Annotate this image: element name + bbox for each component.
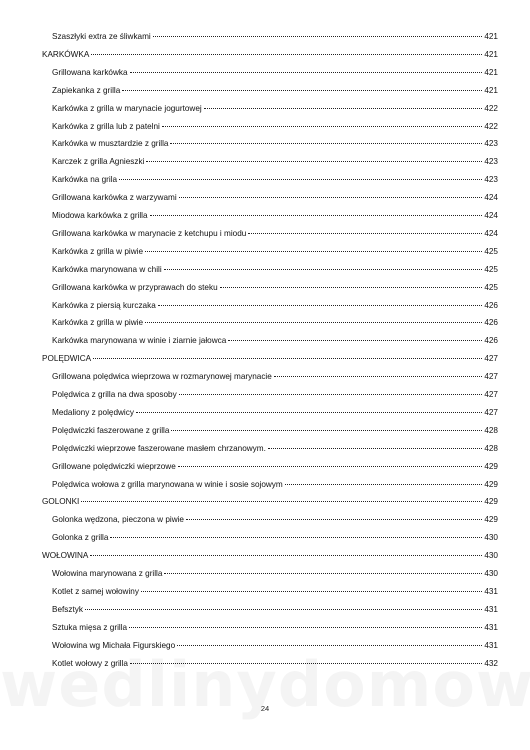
dot-leader	[220, 287, 483, 288]
toc-entry[interactable]	[52, 568, 498, 579]
toc-entry-title: POLĘDWICA	[42, 354, 92, 364]
toc-entry-title: Szaszłyki extra ze śliwkami	[52, 32, 151, 41]
toc-entry-title: Golonka wędzona, pieczona w piwie	[52, 515, 184, 525]
dot-leader	[119, 179, 482, 180]
toc-section-heading[interactable]	[42, 496, 498, 507]
toc-entry-title: Golonka z grilla	[52, 533, 109, 543]
toc-entry-title: Karkówka w musztardzie z grilla	[52, 139, 169, 149]
toc-entry-title: Polędwica z grilla na dwa sposoby	[52, 390, 177, 399]
toc-entry-page: 427	[484, 407, 498, 417]
toc-entry-page: 425	[484, 282, 498, 292]
toc-entry-title: Karkówka z grilla w marynacie jogurtowej	[52, 103, 202, 113]
toc-entry-title: Befsztyk	[52, 604, 83, 614]
dot-leader	[130, 72, 483, 73]
toc-entry-title: WOŁOWINA	[42, 551, 89, 561]
dot-leader	[179, 394, 483, 395]
toc-entry-title: Wołowina wg Michała Figurskiego	[52, 640, 176, 650]
toc-entry-title: Polędwica wołowa z grilla marynowana w winie i sosie sojowym	[52, 479, 283, 489]
dot-leader	[145, 251, 482, 252]
toc-entry[interactable]	[52, 389, 498, 400]
toc-entry-page: 425	[484, 246, 498, 256]
toc-entry-title: GOLONKI	[42, 497, 80, 507]
toc-entry-title: Sztuka mięsa z grilla	[52, 622, 128, 632]
toc-entry-page: 431	[484, 640, 498, 650]
dot-leader	[90, 555, 482, 556]
toc-entry[interactable]	[52, 586, 498, 597]
dot-leader	[93, 358, 482, 359]
toc-entry-title: Wołowina marynowana z grilla	[52, 569, 163, 578]
toc-entry-page: 428	[484, 443, 498, 453]
toc-entry-page: 425	[484, 264, 498, 274]
toc-entry-page: 431	[484, 622, 498, 632]
dot-leader	[153, 36, 483, 37]
toc-entry-page: 421	[484, 67, 498, 77]
toc-entry[interactable]	[52, 371, 498, 382]
toc-entry[interactable]	[52, 264, 498, 275]
toc-section-heading[interactable]	[42, 550, 498, 561]
toc-entry[interactable]	[52, 300, 498, 311]
toc-entry-title: Grillowana polędwica wieprzowa w rozmarynowej marynacie	[52, 372, 272, 382]
toc-entry-title: Zapiekanka z grilla	[52, 85, 121, 95]
toc-entry[interactable]	[52, 121, 498, 132]
toc-entry-page: 429	[484, 479, 498, 489]
toc-entry-page: 430	[484, 569, 498, 578]
toc-entry-page: 421	[484, 85, 498, 95]
toc-entry-page: 432	[484, 658, 498, 668]
toc-entry-title: Karkówka z grilla w piwie	[52, 246, 144, 256]
toc-entry-title: Kotlet z samej wołowiny	[52, 586, 139, 596]
dot-leader	[228, 340, 482, 341]
toc-entry[interactable]	[52, 31, 498, 42]
dot-leader	[164, 269, 483, 270]
toc-entry-title: Grillowana karkówka w przyprawach do steku	[52, 282, 218, 292]
dot-leader	[170, 143, 482, 144]
toc-entry[interactable]	[52, 461, 498, 472]
toc-entry-page: 431	[484, 586, 498, 596]
toc-entry-title: Karkówka marynowana w winie i ziarnie jałowca	[52, 336, 227, 346]
toc-section-heading[interactable]	[42, 49, 498, 60]
toc-entry-title: Karkówka z grilla w piwie	[52, 318, 144, 328]
dot-leader	[162, 126, 482, 127]
dot-leader	[204, 108, 483, 109]
toc-entry-page: 427	[484, 354, 498, 364]
toc-entry[interactable]	[52, 138, 498, 149]
toc-entry-page: 426	[484, 336, 498, 346]
toc-entry-page: 431	[484, 604, 498, 614]
toc-entry[interactable]	[52, 85, 498, 96]
toc-entry-page: 422	[484, 121, 498, 131]
toc-entry[interactable]	[52, 317, 498, 328]
toc-entry-title: Grillowane polędwiczki wieprzowe	[52, 461, 176, 471]
dot-leader	[164, 573, 482, 574]
toc-entry[interactable]	[52, 640, 498, 651]
toc-entry-page: 429	[484, 515, 498, 525]
toc-entry[interactable]	[52, 407, 498, 418]
dot-leader	[122, 90, 482, 91]
toc-entry[interactable]	[52, 658, 498, 669]
toc-entry-page: 426	[484, 318, 498, 328]
toc-entry-title: Miodowa karkówka z grilla	[52, 211, 148, 220]
toc-entry-page: 429	[484, 461, 498, 471]
toc-entry[interactable]	[52, 532, 498, 543]
toc-entry[interactable]	[52, 425, 498, 436]
toc-entry-page: 427	[484, 390, 498, 399]
toc-entry-page: 424	[484, 228, 498, 238]
dot-leader	[136, 412, 482, 413]
toc-entry-page: 421	[484, 49, 498, 59]
toc-entry-page: 423	[484, 157, 498, 167]
toc-entry[interactable]	[52, 246, 498, 257]
toc-entry[interactable]	[52, 443, 498, 454]
toc-entry-page: 424	[484, 211, 498, 220]
toc-entry[interactable]	[52, 604, 498, 615]
toc-entry[interactable]	[52, 622, 498, 633]
toc-entry-title: KARKÓWKA	[42, 49, 90, 59]
toc-entry-title: Kotlet wołowy z grilla	[52, 658, 128, 668]
dot-leader	[130, 663, 482, 664]
toc-entry-page: 430	[484, 533, 498, 543]
toc-entry-title: Grillowana karkówka	[52, 67, 128, 77]
dot-leader	[186, 519, 482, 520]
toc-entry[interactable]	[52, 228, 498, 239]
toc-entry-page: 421	[484, 32, 498, 41]
toc-entry[interactable]	[52, 192, 498, 203]
toc-entry[interactable]	[52, 156, 498, 167]
toc-entry[interactable]	[52, 335, 498, 346]
toc-entry-title: Karkówka z piersią kurczaka	[52, 300, 156, 310]
toc-entry-page: 429	[484, 497, 498, 507]
dot-leader	[146, 161, 482, 162]
dot-leader	[248, 233, 482, 234]
dot-leader	[110, 537, 482, 538]
toc-entry-page: 422	[484, 103, 498, 113]
toc-entry-title: Karkówka na grila	[52, 175, 118, 185]
dot-leader	[91, 54, 482, 55]
toc-entry-page: 424	[484, 193, 498, 203]
toc-entry-page: 423	[484, 175, 498, 185]
dot-leader	[178, 466, 483, 467]
toc-entry-title: Medaliony z polędwicy	[52, 407, 134, 417]
dot-leader	[85, 609, 482, 610]
dot-leader	[268, 448, 482, 449]
dot-leader	[81, 501, 482, 502]
dot-leader	[158, 305, 483, 306]
dot-leader	[285, 484, 483, 485]
toc-entry-title: Karkówka marynowana w chili	[52, 264, 162, 274]
dot-leader	[179, 197, 483, 198]
toc-entry[interactable]	[52, 479, 498, 490]
dot-leader	[145, 322, 482, 323]
toc-entry-page: 426	[484, 300, 498, 310]
toc-entry-page: 430	[484, 551, 498, 561]
dot-leader	[141, 591, 482, 592]
toc-entry[interactable]	[52, 282, 498, 293]
dot-leader	[177, 645, 482, 646]
toc-entry-title: Karczek z grilla Agnieszki	[52, 157, 145, 167]
toc-entry-title: Polędwiczki wieprzowe faszerowane masłem chrzanowym.	[52, 443, 266, 453]
dot-leader	[171, 430, 482, 431]
toc-entry-page: 427	[484, 372, 498, 382]
toc-entry[interactable]	[52, 67, 498, 78]
dot-leader	[129, 627, 482, 628]
dot-leader	[274, 376, 483, 377]
page-number: 24	[260, 704, 270, 713]
toc-entry-title: Karkówka z grilla lub z patelni	[52, 121, 160, 131]
toc-entry[interactable]	[52, 210, 498, 221]
dot-leader	[150, 215, 483, 216]
toc-entry[interactable]	[52, 514, 498, 525]
toc-entry-title: Grillowana karkówka w marynacie z ketchupu i miodu	[52, 228, 247, 238]
toc-entry-page: 423	[484, 139, 498, 149]
toc-section-heading[interactable]	[42, 353, 498, 364]
toc-entry[interactable]	[52, 103, 498, 114]
toc-entry-title: Polędwiczki faszerowane z grilla	[52, 425, 170, 435]
toc-entry[interactable]	[52, 174, 498, 185]
toc-entry-title: Grillowana karkówka z warzywami	[52, 193, 177, 203]
toc-entry-page: 428	[484, 425, 498, 435]
